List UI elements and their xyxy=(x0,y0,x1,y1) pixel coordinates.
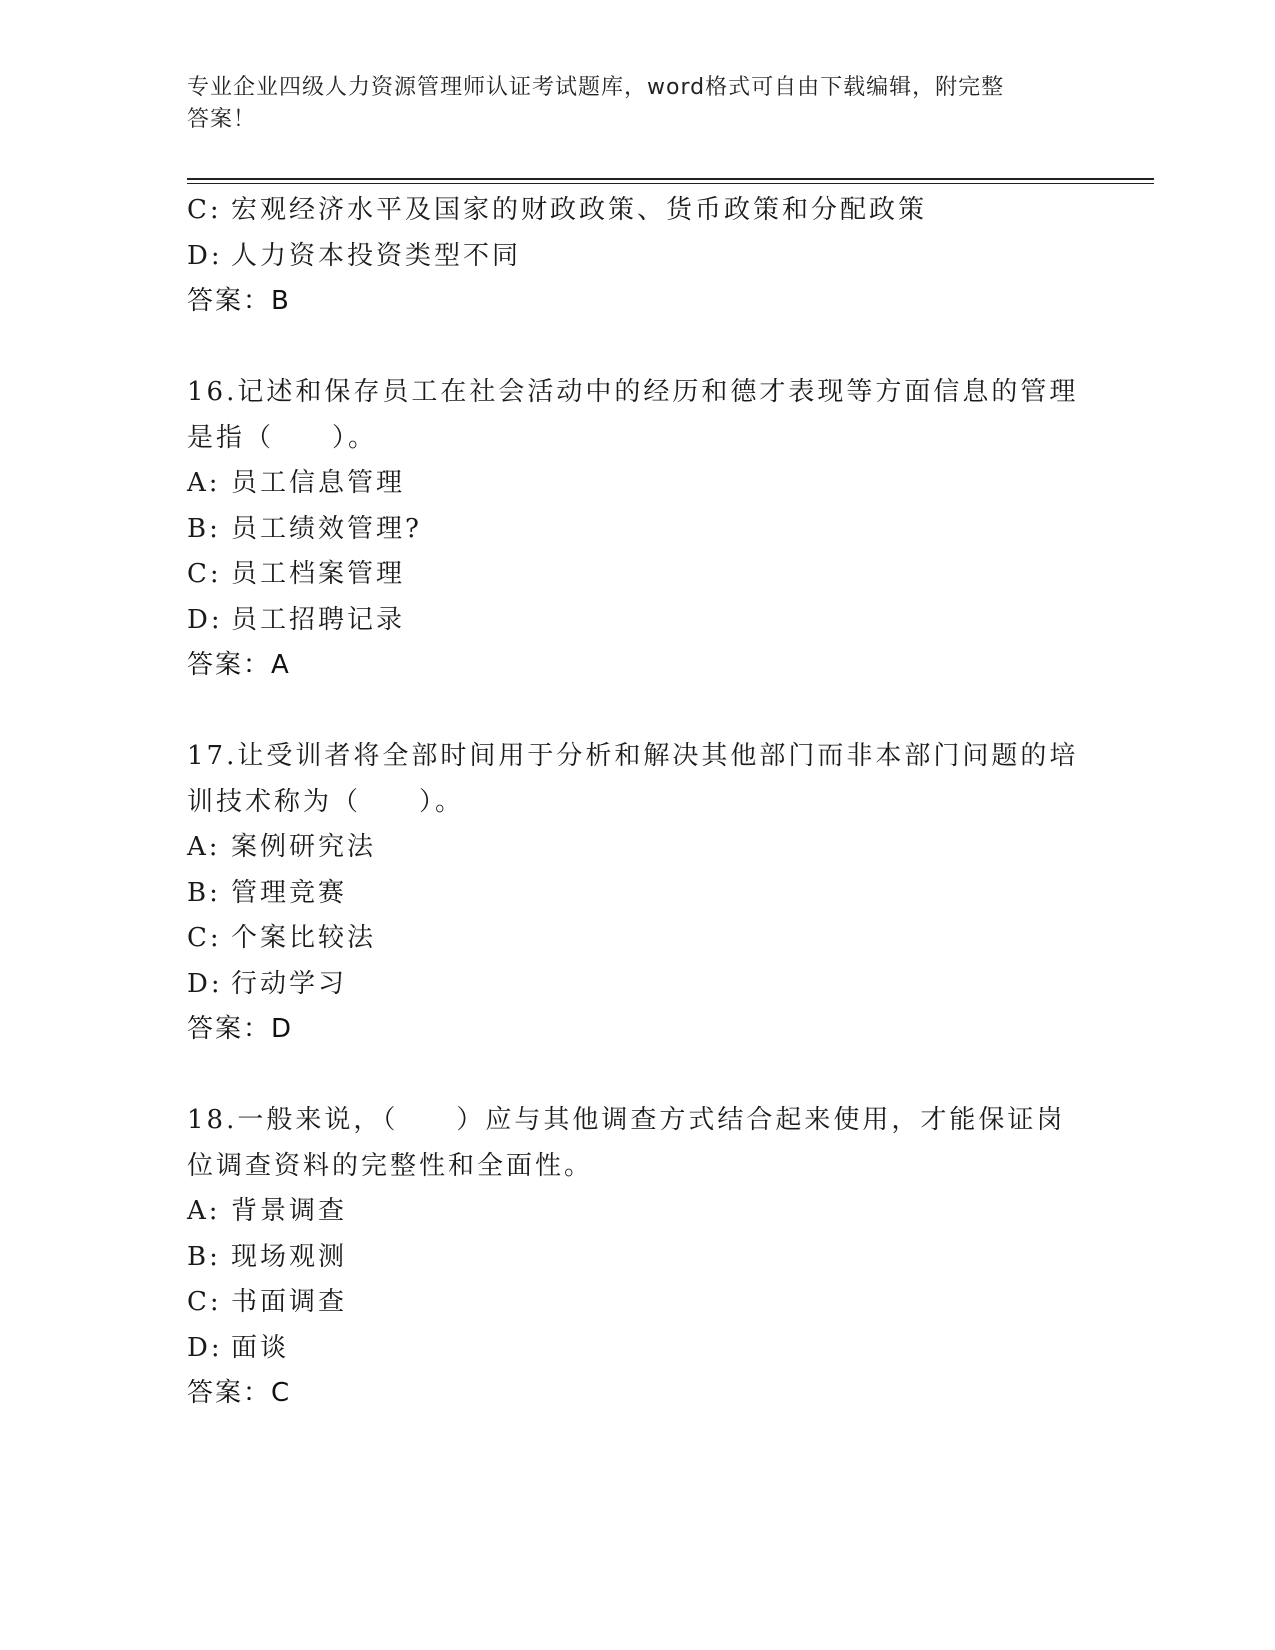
answer-line: 答案：A xyxy=(187,650,291,680)
question-list xyxy=(187,188,1087,1417)
option-text: 行动学习 xyxy=(231,968,348,999)
header-line-1: 专业企业四级人力资源管理师认证考试题库，word格式可自由下载编辑，附完整 xyxy=(187,75,1005,100)
option-d xyxy=(187,234,1087,280)
option-key: D: xyxy=(187,240,223,271)
question-18 xyxy=(187,1098,1087,1417)
answer-line: 答案：B xyxy=(187,286,291,316)
option-c xyxy=(187,1280,1087,1326)
option-key: C: xyxy=(187,195,222,225)
option-key: A: xyxy=(187,1196,221,1226)
answer-line: 答案：D xyxy=(187,1014,294,1044)
option-text: 案例研究法 xyxy=(231,832,377,862)
option-text: 员工档案管理 xyxy=(231,559,406,589)
option-key: B: xyxy=(187,1241,221,1272)
option-text: 人力资本投资类型不同 xyxy=(231,240,522,271)
question-text-line-1: 16.记述和保存员工在社会活动中的经历和德才表现等方面信息的管理 xyxy=(187,377,1079,407)
question-continuation xyxy=(187,188,1087,325)
option-d xyxy=(187,598,1087,644)
option-d xyxy=(187,1326,1087,1372)
header-line-2: 答案！ xyxy=(187,107,257,132)
option-text: 面谈 xyxy=(231,1332,290,1363)
option-text: 员工信息管理 xyxy=(231,468,406,498)
option-key: B: xyxy=(187,513,221,544)
option-c xyxy=(187,188,1087,234)
option-b xyxy=(187,1235,1087,1281)
question-text-line-2: 训技术称为（ ）。 xyxy=(187,786,465,817)
option-text: 员工招聘记录 xyxy=(231,604,406,635)
question-text-line-2: 是指（ ）。 xyxy=(187,422,378,453)
header-divider-thin xyxy=(187,183,1154,184)
option-c xyxy=(187,916,1087,962)
option-text: 现场观测 xyxy=(231,1241,348,1272)
question-17 xyxy=(187,734,1087,1053)
option-a xyxy=(187,1189,1087,1235)
option-a xyxy=(187,825,1087,871)
option-text: 个案比较法 xyxy=(231,923,377,953)
option-text: 书面调查 xyxy=(231,1287,348,1317)
answer-line: 答案：C xyxy=(187,1378,292,1408)
option-key: D: xyxy=(187,968,223,999)
option-text: 管理竞赛 xyxy=(231,877,348,908)
option-key: C: xyxy=(187,923,222,953)
question-text-line-1: 18.一般来说，（ ）应与其他调查方式结合起来使用，才能保证岗 xyxy=(187,1105,1066,1135)
option-d xyxy=(187,962,1087,1008)
option-text: 宏观经济水平及国家的财政政策、货币政策和分配政策 xyxy=(231,195,928,225)
header-divider-thick xyxy=(187,178,1154,180)
option-key: A: xyxy=(187,832,221,862)
question-16 xyxy=(187,370,1087,689)
option-key: B: xyxy=(187,877,221,908)
option-b xyxy=(187,871,1087,917)
question-text-line-1: 17.让受训者将全部时间用于分析和解决其他部门而非本部门问题的培 xyxy=(187,741,1079,771)
option-key: D: xyxy=(187,1332,223,1363)
question-text-line-2: 位调查资料的完整性和全面性。 xyxy=(187,1150,594,1181)
option-key: A: xyxy=(187,468,221,498)
option-a xyxy=(187,461,1087,507)
option-c xyxy=(187,552,1087,598)
option-b xyxy=(187,507,1087,553)
option-key: C: xyxy=(187,559,222,589)
page-header xyxy=(187,72,1087,136)
option-text: 员工绩效管理? xyxy=(231,513,422,544)
option-key: D: xyxy=(187,604,223,635)
option-text: 背景调查 xyxy=(231,1196,348,1226)
option-key: C: xyxy=(187,1287,222,1317)
